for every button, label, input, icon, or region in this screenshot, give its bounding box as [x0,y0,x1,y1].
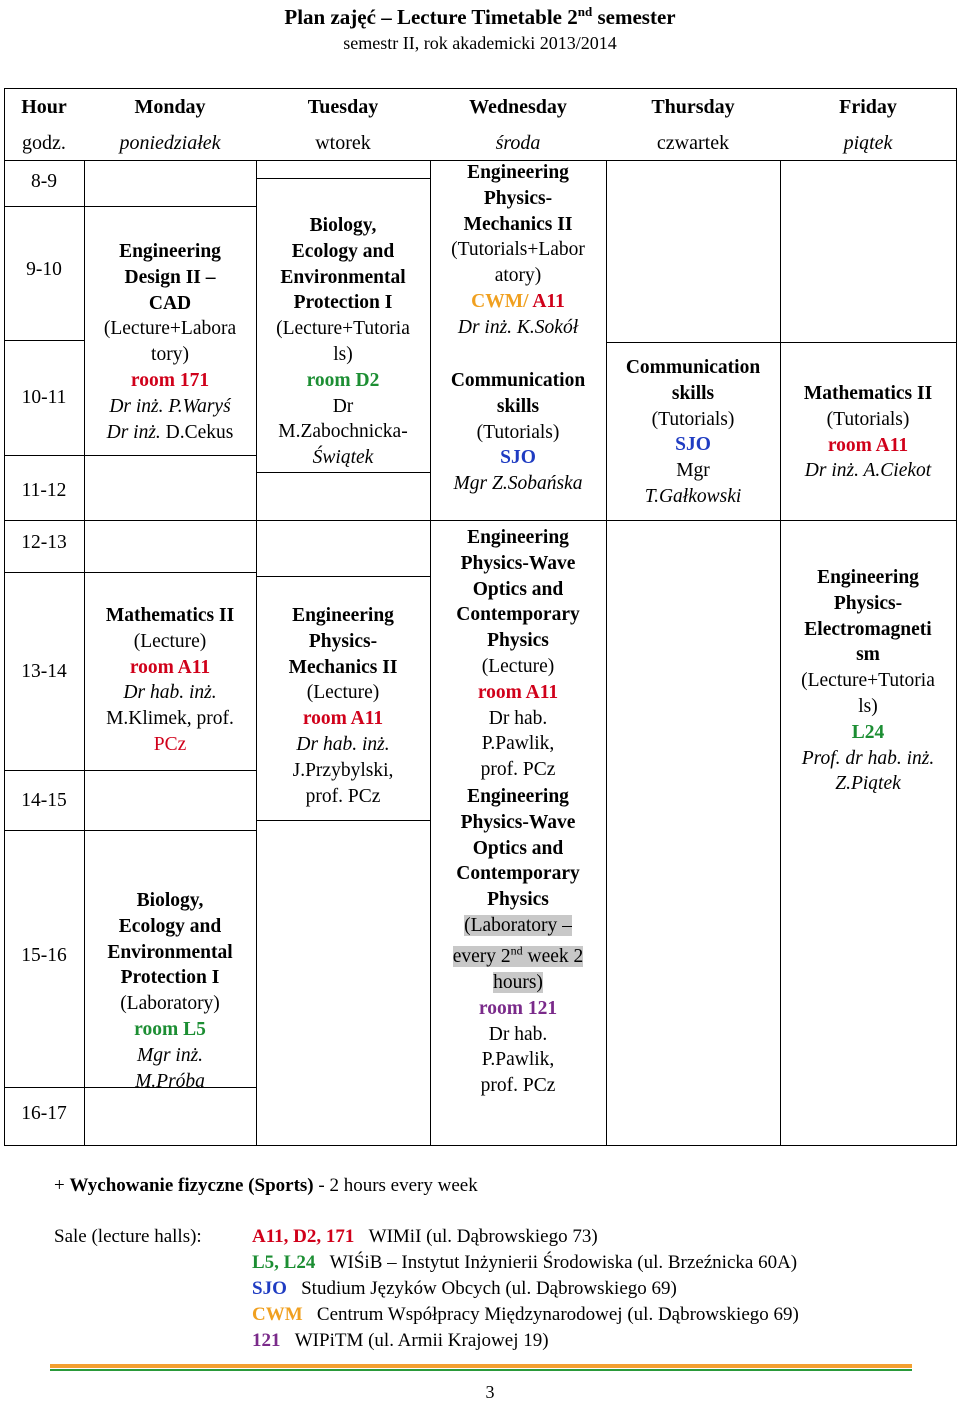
header-hour: Hour [21,96,67,118]
class-wednesday-physics-tutorials: Engineering Physics- Mechanics II (Tutorials+Labor atory) CWM/ A11 Dr inż. K.Sokół [451,162,585,338]
sports-note: + Wychowanie fizyczne (Sports) - 2 hours every week [54,1175,478,1196]
hour-10-11: 10-11 [21,387,67,408]
header-monday: Monday [134,96,206,118]
class-monday-mathematics: Mathematics II (Lecture) room A11 Dr hab. inż. M.Klimek, prof. PCz [105,605,235,755]
header-wtorek: wtorek [315,132,371,154]
page-title: Plan zajęć – Lecture Timetable 2nd semester [284,4,676,29]
class-friday-electromagnetism: Engineering Physics- Electromagneti sm (Lecture+Tutoria ls) L24 Prof. dr hab. inż. Z.Piątek [801,567,935,795]
halls-label: Sale (lecture halls): [54,1226,202,1247]
header-tuesday: Tuesday [307,96,379,118]
legend-item-wisib: L5, L24 WIŚiB – Instytut Inżynierii Środowiska (ul. Brzeźnicka 60A) [252,1252,798,1273]
header-piatek: piątek [843,132,893,154]
header-thursday: Thursday [651,96,735,118]
legend-item-cwm: CWM Centrum Współpracy Międzynarodowej (ul. Dąbrowskiego 69) [252,1304,799,1325]
hour-12-13: 12-13 [21,532,67,553]
hour-15-16: 15-16 [21,945,67,966]
class-tuesday-biology-lecture: Biology, Ecology and Environmental Protection I (Lecture+Tutoria ls) room D2 Dr M.Zabochnicka- Świątek [276,215,410,469]
page-number: 3 [485,1382,495,1402]
class-thursday-communication: Communication skills (Tutorials) SJO Mgr T.Gałkowski [625,357,761,507]
header-friday: Friday [839,96,897,118]
class-wednesday-wave-optics-lab: Engineering Physics-Wave Optics and Contemporary Physics (Laboratory – every 2nd week 2 hours) room 121 Dr hab. P.Pawlik, prof. PCz [452,786,584,1097]
header-poniedzialek: poniedziałek [119,132,221,154]
hour-11-12: 11-12 [21,480,67,501]
hour-14-15: 14-15 [21,790,67,811]
header-wednesday: Wednesday [469,96,567,118]
class-friday-mathematics: Mathematics II (Tutorials) room A11 Dr inż. A.Ciekot [803,383,933,482]
legend-item-wimii: A11, D2, 171 WIMiI (ul. Dąbrowskiego 73) [252,1226,598,1247]
header-czwartek: czwartek [656,132,730,154]
header-godz: godz. [22,132,66,154]
class-monday-biology-lab: Biology, Ecology and Environmental Protection I (Laboratory) room L5 Mgr inż. M.Próba [107,890,233,1092]
class-wednesday-wave-optics-lecture: Engineering Physics-Wave Optics and Contemporary Physics (Lecture) room A11 Dr hab. P.Pawlik, prof. PCz [456,527,580,781]
class-monday-engineering-design: Engineering Design II – CAD (Lecture+Labora tory) room 171 Dr inż. P.Waryś Dr inż. D.Cekus [103,241,237,443]
hour-16-17: 16-17 [21,1103,67,1124]
page-subtitle: semestr II, rok akademicki 2013/2014 [343,33,617,53]
class-tuesday-physics-mechanics: Engineering Physics- Mechanics II (Lecture) room A11 Dr hab. inż. J.Przybylski, prof. PCz [288,605,398,807]
hour-9-10: 9-10 [26,259,62,280]
header-sroda: środa [495,132,541,154]
legend-item-wipitm: 121 WIPiTM (ul. Armii Krajowej 19) [252,1330,549,1351]
class-wednesday-communication: Communication skills (Tutorials) SJO Mgr Z.Sobańska [450,370,586,495]
hour-13-14: 13-14 [21,661,67,682]
hour-8-9: 8-9 [31,171,57,192]
legend-item-sjo: SJO Studium Języków Obcych (ul. Dąbrowskiego 69) [252,1278,677,1299]
